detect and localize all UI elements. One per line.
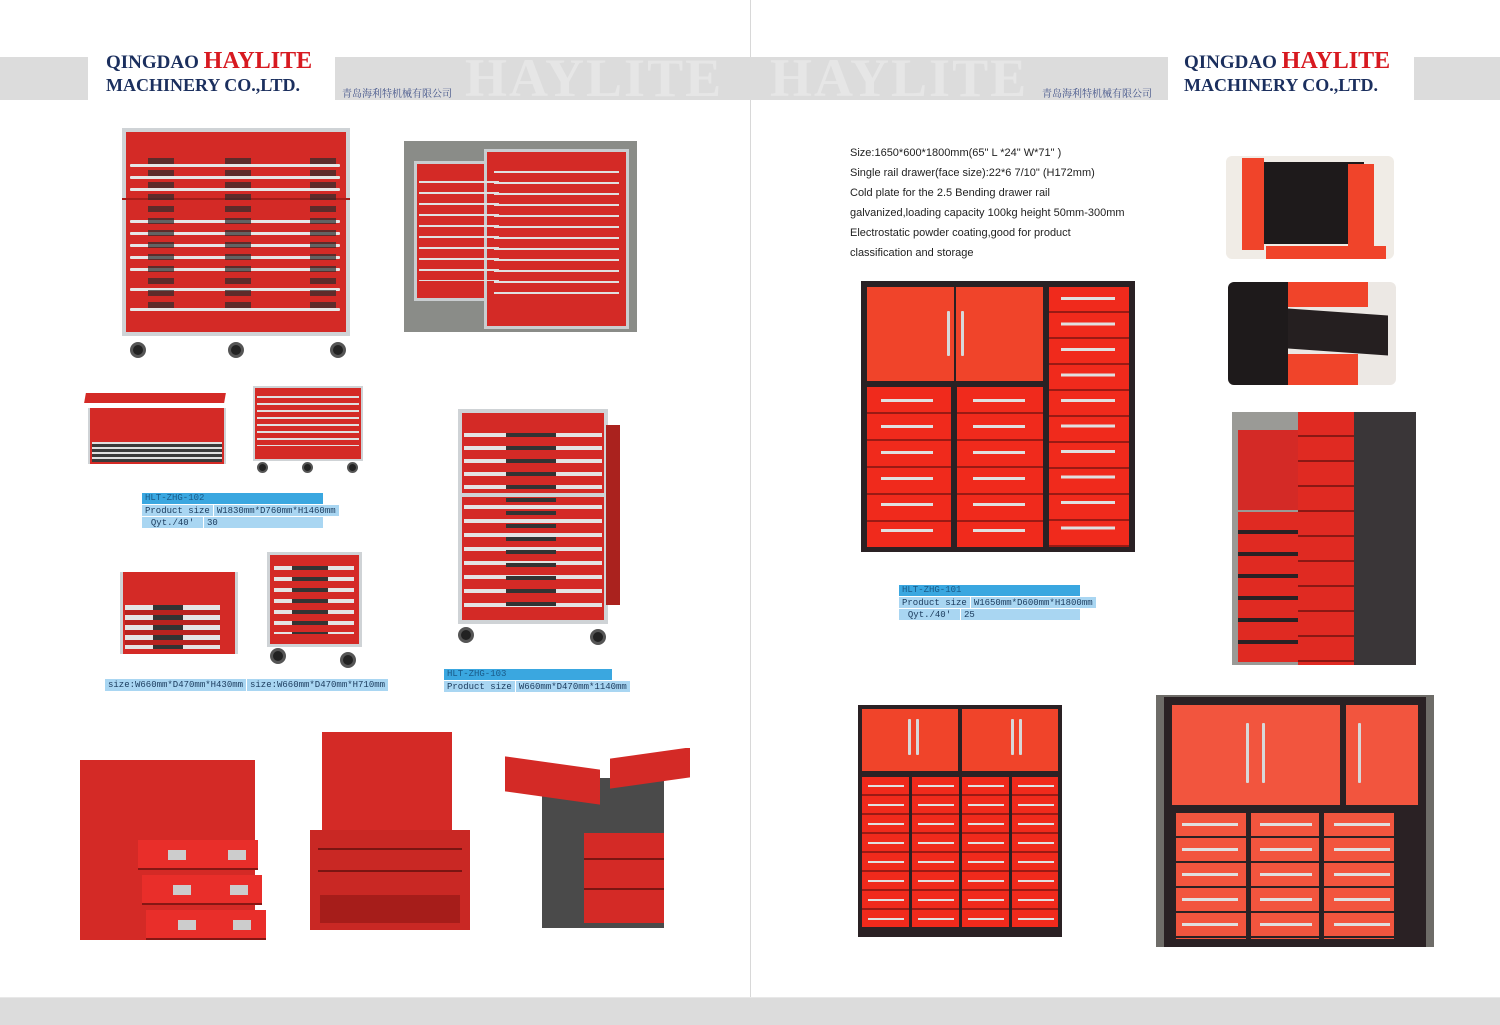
watermark-left: HAYLITE <box>465 48 724 108</box>
brand-name: HAYLITE <box>203 48 313 74</box>
product-image-roller-cabinet-wide <box>247 382 367 477</box>
company-logo-right: QINGDAO HAYLITE MACHINERY CO.,LTD. <box>1168 50 1414 102</box>
watermark-right: HAYLITE <box>770 48 1029 108</box>
spec-table-hlt-zhg-102: HLT-ZHG-102 Product size W1830mm*D760mm*H1460mm Qyt./40' 30 <box>142 493 323 528</box>
product-image-sliding-top-cart <box>500 748 695 933</box>
spec-table-hlt-zhg-103: HLT-ZHG-103 Product size W660mm*D470mm*1140mm <box>444 669 612 692</box>
product-image-top-chest <box>115 570 240 660</box>
product-image-service-cart <box>302 730 477 940</box>
chinese-company-name-right: 青岛海利特机械有限公司 <box>1042 89 1152 100</box>
model-label: HLT-ZHG-102 <box>142 493 323 504</box>
size-tag-roller-cabinet: size:W660mm*D470mm*H710mm <box>247 679 388 691</box>
product-photo-open-drawer <box>1228 282 1396 385</box>
product-image-tall-roller-cabinet <box>450 405 640 660</box>
spec-table-hlt-zhg-101: HLT-ZHG-101 Product size W1650mm*D600mm*H1800mm Qyt./40' 25 <box>899 585 1080 620</box>
chinese-company-name-left: 青岛海利特机械有限公司 <box>342 89 452 100</box>
product-image-large-tool-chest <box>110 128 370 363</box>
product-image-cabinet-hlt-zhg-101 <box>861 281 1135 552</box>
product-image-drawer-chest-open <box>78 750 273 950</box>
company-logo-left <box>88 50 335 102</box>
product-photo-open-cabinet-doors <box>1226 156 1394 259</box>
product-photo-cabinet-side-view <box>1232 412 1416 665</box>
product-image-roller-cabinet-small <box>262 548 372 673</box>
model-label: HLT-ZHG-101 <box>899 585 1080 596</box>
product-image-open-lid-chest <box>80 388 230 468</box>
page-spine <box>750 0 751 1025</box>
size-tag-top-chest: size:W660mm*D470mm*H430mm <box>105 679 246 691</box>
product-photo-chests-warehouse <box>404 141 637 332</box>
product-photo-cabinet-3-column <box>1156 695 1434 947</box>
model-label: HLT-ZHG-103 <box>444 669 612 680</box>
footer-band <box>0 997 1500 1025</box>
product-image-cabinet-4-column <box>858 705 1062 937</box>
logo-line1: QINGDAO HAYLITE <box>106 48 313 74</box>
logo-line2: MACHINERY CO.,LTD. <box>106 75 301 95</box>
product-description: Size:1650*600*1800mm(65" L *24" W*71" ) Single rail drawer(face size):22*6 7/10" (H172mm) Cold plate for the 2.5 Bending drawer rail galvanized,loading capacity 100kg height 50mm-300mm Electrostatic powder coating,good for product classification and storage <box>850 147 1125 259</box>
